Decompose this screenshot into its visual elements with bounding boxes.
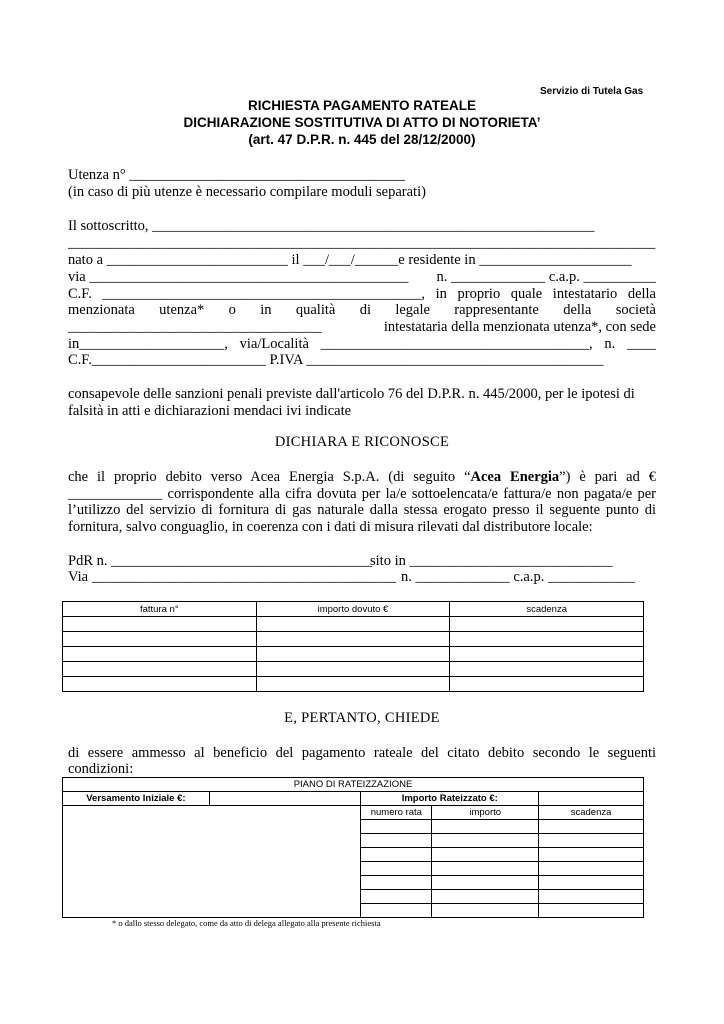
pdr-number-cap[interactable]: n. _____________ c.a.p. ____________	[401, 569, 635, 585]
plan-title: PIANO DI RATEIZZAZIONE	[63, 778, 644, 792]
address-via[interactable]: via ____________________________________________	[68, 269, 409, 285]
utenza-field[interactable]: Utenza n° ______________________________________	[68, 167, 405, 183]
rata-cell[interactable]	[361, 834, 432, 848]
due-cell[interactable]	[450, 677, 644, 692]
importo-cell[interactable]	[432, 820, 539, 834]
scadenza-cell[interactable]	[539, 820, 644, 834]
rata-cell[interactable]	[361, 904, 432, 918]
invoice-cell[interactable]	[63, 617, 257, 632]
title-declaration: DICHIARAZIONE SOSTITUTIVA DI ATTO DI NOTORIETA’	[183, 115, 541, 130]
pdr-location[interactable]: sito in ____________________________	[370, 553, 613, 569]
importo-cell[interactable]	[432, 890, 539, 904]
plan-blank-area	[63, 806, 361, 918]
installment-amount-input[interactable]	[539, 792, 644, 806]
pdr-address-field[interactable]	[68, 569, 656, 586]
service-label: Servizio di Tutela Gas	[540, 86, 644, 97]
table-row	[63, 632, 644, 647]
installment-import-header: importo	[432, 806, 539, 820]
address-number-cap[interactable]: n. _____________ c.a.p. __________	[436, 269, 656, 285]
amount-cell[interactable]	[256, 617, 450, 632]
scadenza-cell[interactable]	[539, 862, 644, 876]
due-cell[interactable]	[450, 632, 644, 647]
scadenza-cell[interactable]	[539, 890, 644, 904]
scadenza-cell[interactable]	[539, 848, 644, 862]
rata-cell[interactable]	[361, 820, 432, 834]
debt-text-3: l’utilizzo del servizio di fornitura di gas naturale dalla stessa erogato presso il seguente punto di	[68, 502, 656, 518]
conditions-text-2: condizioni:	[68, 761, 134, 777]
installment-number-header: numero rata	[361, 806, 432, 820]
title-request: RICHIESTA PAGAMENTO RATEALE	[247, 98, 476, 113]
importo-cell[interactable]	[432, 834, 539, 848]
company-name[interactable]: ___________________________________	[68, 319, 322, 335]
scadenza-cell[interactable]	[539, 876, 644, 890]
invoice-cell[interactable]	[63, 647, 257, 662]
sottoscritto-field[interactable]: Il sottoscritto, _____________________________________________________________	[68, 218, 595, 234]
due-cell[interactable]	[450, 647, 644, 662]
scadenza-cell[interactable]	[539, 834, 644, 848]
table-row	[63, 647, 644, 662]
initial-payment-input[interactable]	[209, 792, 361, 806]
invoice-cell[interactable]	[63, 632, 257, 647]
company-seat-text: intestataria della menzionata utenza*, con sede	[383, 319, 656, 335]
title-article: (art. 47 D.P.R. n. 445 del 28/12/2000)	[248, 132, 476, 147]
seat-field[interactable]: in____________________, via/Località _____________________________________, n. ____	[68, 336, 656, 352]
footnote: * o dallo stesso delegato, come da atto di delega allegato alla presente richiesta	[112, 918, 381, 928]
debt-text-4: fornitura, salvo conguaglio, in coerenza con i dati di misura rilevati dal distributore locale:	[68, 519, 593, 535]
importo-cell[interactable]	[432, 904, 539, 918]
table-row	[63, 662, 644, 677]
utenza-note: (in caso di più utenze è necessario compilare moduli separati)	[68, 184, 426, 200]
company-field[interactable]	[68, 319, 656, 336]
debt-amount-field[interactable]: _____________ corrispondente alla cifra dovuta per la/e sottoelencata/e fattura/e non pagata/e per	[68, 486, 656, 502]
pdr-number[interactable]: PdR n. ____________________________________	[68, 553, 373, 569]
awareness-text: consapevole delle sanzioni penali previste dall'articolo 76 del D.P.R. n. 445/2000, per le ipotesi di	[68, 386, 635, 402]
sottoscritto-line2[interactable]: _________________________________________________________________________________	[68, 235, 656, 251]
amount-cell[interactable]	[256, 647, 450, 662]
amount-cell[interactable]	[256, 632, 450, 647]
rata-cell[interactable]	[361, 890, 432, 904]
pdr-field[interactable]	[68, 553, 656, 570]
invoice-cell[interactable]	[63, 677, 257, 692]
importo-cell[interactable]	[432, 848, 539, 862]
due-cell[interactable]	[450, 617, 644, 632]
importo-cell[interactable]	[432, 876, 539, 890]
installment-due-header: scadenza	[539, 806, 644, 820]
awareness-text-2: falsità in atti e dichiarazioni mendaci ivi indicate	[68, 403, 352, 419]
rata-cell[interactable]	[361, 848, 432, 862]
importo-cell[interactable]	[432, 862, 539, 876]
birth-residence-field[interactable]: nato a _________________________ il ___/___/______e residente in _____________________	[68, 252, 632, 268]
initial-payment-label: Versamento Iniziale €:	[63, 792, 210, 806]
conditions-text: di essere ammesso al beneficio del pagamento rateale del citato debito secondo le seguenti	[68, 745, 656, 761]
representative-text: menzionata utenza* o in qualità di legale rappresentante della società	[68, 302, 656, 318]
invoices-table	[62, 601, 644, 692]
acea-energia-label: Acea Energia	[470, 469, 560, 485]
table-row	[63, 677, 644, 692]
rata-cell[interactable]	[361, 876, 432, 890]
amount-cell[interactable]	[256, 662, 450, 677]
invoice-number-header: fattura n°	[63, 602, 257, 617]
address-field[interactable]	[68, 269, 656, 286]
due-cell[interactable]	[450, 662, 644, 677]
installment-plan-table	[62, 777, 644, 918]
pdr-via[interactable]: Via __________________________________________	[68, 569, 397, 585]
invoice-cell[interactable]	[63, 662, 257, 677]
amount-due-header: importo dovuto €	[256, 602, 450, 617]
cf-piva-field[interactable]: C.F.________________________ P.IVA _________________________________________	[68, 352, 604, 368]
declares-heading: DICHIARA E RICONOSCE	[274, 434, 450, 450]
debt-text: che il proprio debito verso Acea Energia S.p.A. (di seguito “Acea Energia”) è pari ad €	[68, 469, 656, 485]
scadenza-cell[interactable]	[539, 904, 644, 918]
amount-cell[interactable]	[256, 677, 450, 692]
installment-amount-label: Importo Rateizzato €:	[361, 792, 539, 806]
requests-heading: E, PERTANTO, CHIEDE	[284, 710, 440, 726]
rata-cell[interactable]	[361, 862, 432, 876]
due-date-header: scadenza	[450, 602, 644, 617]
table-row	[63, 617, 644, 632]
cf-field[interactable]: C.F. ____________________________________________, in proprio quale intestatario della	[68, 286, 656, 302]
